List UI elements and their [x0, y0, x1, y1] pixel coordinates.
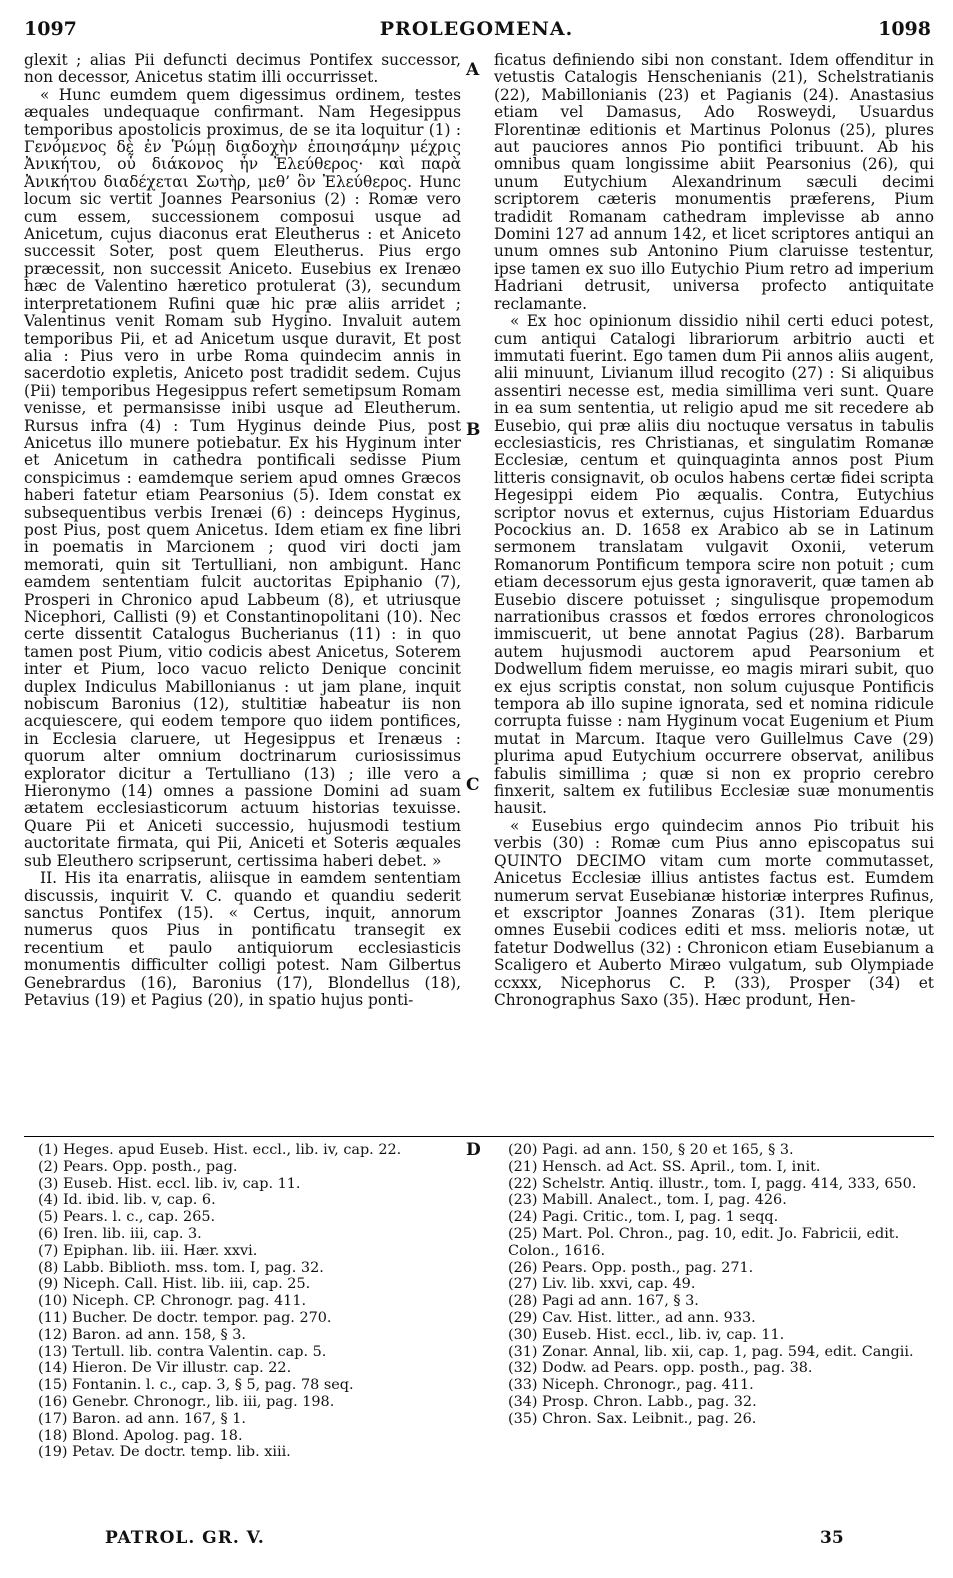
- margin-marker-a: A: [466, 60, 480, 80]
- footnote: (18) Blond. Apolog. pag. 18.: [38, 1427, 243, 1444]
- footnote: (11) Bucher. De doctr. tempor. pag. 270.: [38, 1309, 332, 1326]
- footnote: (25) Mart. Pol. Chron., pag. 10, edit. Jo. Fabricii, edit. Colon., 1616.: [508, 1225, 900, 1259]
- footnotes-left: [24, 1142, 461, 1461]
- footnote: (12) Baron. ad ann. 158, § 3.: [38, 1326, 246, 1343]
- footnote: (35) Chron. Sax. Leibnit., pag. 26.: [508, 1410, 757, 1427]
- paragraph: « Ex hoc opinionum dissidio nihil certi educi potest, cum antiqui Catalogi librariorum arbitrio aucti et immutati fuerint. Ego tamen dum Pii annos aliis augent, alii minuunt, Livianum illud recogito (27) : Si aliquibus assentiri necesse est, media simillima veri sunt. Quare in ea sum sententia, ut religio apud me sit recedere ab Eusebio, qui præ aliis diu noctuque versatus in tabulis ecclesiasticis, res Christianas, et singulatim Romanæ Ecclesiæ, centum et quinquaginta annos post Pium litteris consignavit, ob oculos habens certæ fidei scripta Hegesippi eidem Pio æqualis. Contra, Eutychius scriptor novus et externus, cujus Historiam Eduardus Pocockius an. D. 1658 ex Arabico ab se in Latinum sermonem translatam vulgavit Oxonii, veterum Romanorum Pontificum tempora scire non potuit ; cum etiam decessorum ejus gesta ignoraverit, quæ tamen ab Eusebio discere potuisset ; singulisque propemodum narrationibus crassos et fœdos errores chronologicos immiscuerit, ut bene annotat Pagius (28). Barbarum autem hujusmodi auctorem apud Pearsonium et Dodwellum fidem meruisse, eo magis mirari subit, quo ex ejus scriptis constat, non solum cujusque Pontificis tempora ab illo supine ignorata, sed et nomina ridicule corrupta fuisse : nam Hyginum vocat Eugenium et Pium mutat in Marcum. Itaque vero Guillelmus Cave (29) plurima apud Eutychium occurrere observat, anilibus fabulis simillima ; quæ si non ex proprio cerebro finxerit, saltem ex futilibus Ecclesiæ suæ monumentis hausit.: [494, 312, 934, 818]
- footnote: (5) Pears. l. c., cap. 265.: [38, 1209, 216, 1226]
- footnote: (3) Euseb. Hist. eccl. lib. iv, cap. 11.: [38, 1175, 301, 1192]
- footnote: (17) Baron. ad ann. 167, § 1.: [38, 1410, 246, 1427]
- footnote: (24) Pagi. Critic., tom. I, pag. 1 seqq.: [508, 1209, 779, 1226]
- footnote: (31) Zonar. Annal, lib. xii, cap. 1, pag. 594, edit. Cangii.: [508, 1343, 914, 1360]
- footnote: (1) Heges. apud Euseb. Hist. eccl., lib. iv, cap. 22.: [38, 1142, 402, 1158]
- footnote: (34) Prosp. Chron. Labb., pag. 32.: [508, 1393, 757, 1410]
- footnotes-right: [494, 1142, 934, 1428]
- footnote: (32) Dodw. ad Pears. opp. posth., pag. 38.: [508, 1360, 813, 1377]
- footnote: (7) Epiphan. lib. iii. Hær. xxvi.: [38, 1242, 258, 1259]
- paragraph: II. His ita enarratis, aliisque in eamdem sententiam discussis, inquirit V. C. quando et quandiu sederit sanctus Pontifex (15). « Certus, inquit, annorum numerus quos Pius in pontificatu transegit ex recentium et paulo antiquiorum ecclesiasticis monumentis difficulter colligi potest. Nam Gilbertus Genebrardus (16), Baronius (17), Blondellus (18), Petavius (19) et Pagius (20), in spatio hujus ponti-: [24, 869, 461, 1009]
- footnote: (14) Hieron. De Vir illustr. cap. 22.: [38, 1360, 292, 1377]
- footnote: (16) Genebr. Chronogr., lib. iii, pag. 198.: [38, 1393, 335, 1410]
- gathering-number: 35: [820, 1528, 844, 1548]
- paragraph: ficatus definiendo sibi non constant. Idem offenditur in vetustis Catalogis Henschenianis (21), Schelstratianis (22), Mabillonianis (23) et Pagianis (24). Anastasius etiam vel Damasus, Ado Rosweydi, Usuardus Florentinæ editionis et Martinus Polonus (25), plures aut pauciores annos Pio pontifici tribuunt. Ab his omnibus quam longissime abiit Pearsonius (26), qui unum Eutychium Alexandrinum sæculi decimi scriptorem cæteris monumentis præferens, Pium tradidit Romanam cathedram implevisse ab anno Domini 127 ad annum 142, et licet scriptores antiqui an unum omnes sub Antonino Pium claruisse testentur, ipse tamen ex suo illo Eutychio Pium retro ad imperium Hadriani detrusit, universa profecto antiquitate reclamante.: [494, 51, 934, 313]
- footnote: (8) Labb. Biblioth. mss. tom. I, pag. 32.: [38, 1259, 324, 1276]
- footnote: (22) Schelstr. Antiq. illustr., tom. I, pagg. 414, 333, 650.: [508, 1175, 917, 1192]
- footnote: (6) Iren. lib. iii, cap. 3.: [38, 1225, 202, 1242]
- footnote: (29) Cav. Hist. litter., ad ann. 933.: [508, 1309, 756, 1326]
- footnote: (26) Pears. Opp. posth., pag. 271.: [508, 1259, 754, 1276]
- footnote: (23) Mabill. Analect., tom. I, pag. 426.: [508, 1192, 787, 1209]
- footnote: (27) Liv. lib. xxvi, cap. 49.: [508, 1276, 696, 1293]
- margin-marker-d: D: [466, 1140, 481, 1160]
- paragraph: « Eusebius ergo quindecim annos Pio tribuit his verbis (30) : Romæ cum Pius anno episcopatus sui QUINTO DECIMO vitam cum morte commutasset, Anicetus Ecclesiæ illius antistes factus est. Eumdem numerum servat Eusebianæ historiæ interpres Rufinus, et exscriptor Joannes Zonaras (31). Item plerique omnes Eusebii codices editi et mss. melioris notæ, ut fatetur Dodwellus (32) : Chronicon etiam Eusebianum a Scaligero et Auberto Miræo vulgatum, sub Olympiade ccxxx, Nicephorus C. P. (33), Prosper (34) et Chronographus Saxo (35). Hæc produnt, Hen-: [494, 816, 934, 1009]
- running-title: PROLEGOMENA.: [379, 18, 574, 40]
- footnote: (33) Niceph. Chronogr., pag. 411.: [508, 1377, 754, 1394]
- paragraph: glexit ; alias Pii defuncti decimus Pontifex successor, non decessor, Anicetus statim illi occurrisset.: [24, 51, 461, 87]
- footnote: (13) Tertull. lib. contra Valentin. cap. 5.: [38, 1343, 327, 1360]
- footnote: (28) Pagi ad ann. 167, § 3.: [508, 1293, 699, 1310]
- footnote-divider: [24, 1136, 934, 1137]
- footnote: (9) Niceph. Call. Hist. lib. iii, cap. 25.: [38, 1276, 311, 1293]
- paragraph: « Hunc eumdem quem digessimus ordinem, testes æquales undequaque confirmant. Nam Hegesippus temporibus apostolicis proximus, de se ita loquitur (1) : Γενόμενος δὲ ἐν Ῥώμῃ διαδοχὴν ἐποιησάμην μέχρις Ἀνικήτου, οὗ διάκονος ἦν Ἐλεύθερος· καὶ παρὰ Ἀνικήτου διαδέχεται Σωτὴρ, μεθ’ ὃν Ἐλεύθερος. Hunc locum sic vertit Joannes Pearsonius (2) : Romæ vero cum essem, successionem composui usque ad Anicetum, cujus diaconus erat Eleutherus : et Aniceto successit Soter, post quem Eleutherus. Pius ergo præcessit, non successit Aniceto. Eusebius ex Irenæo hæc de Valentino hæretico protulerat (3), secundum interpretationem Rufini quæ hic præ aliis arridet ; Valentinus venit Romam sub Hygino. Invaluit autem temporibus Pii, et ad Anicetum usque duravit, Et post alia : Pius vero in urbe Roma quindecim annis in sacerdotio expletis, Aniceto post tradidit sedem. Cujus (Pii) temporibus Hegesippus refert semetipsum Romam venisse, et permansisse inibi usque ad Eleutherum. Rursus infra (4) : Tum Hyginus deinde Pius, post Anicetus illo munere potiebatur. Ex his Hyginum inter et Anicetum in cathedra pontificali sedisse Pium conspicimus : eamdemque seriem apud omnes Græcos haberi fatetur etiam Pearsonius (5). Idem constat ex subsequentibus verbis Irenæi (6) : deinceps Hyginus, post Pius, post quem Anicetus. Idem etiam ex fine libri in poematis in Marcionem ; quod viri docti jam memorati, quin sit Tertulliani, non ambigunt. Hanc eamdem sententiam fulcit auctoritas Epiphanio (7), Prosperi in Chronico apud Labbeum (8), et utriusque Nicephori, Callisti (9) et Constantinopolitani (10). Nec certe dissentit Catalogus Bucherianus (11) : in quo tamen post Pium, vitio codicis abest Anicetus, Soterem inter et Pium, loco vacuo relicto Denique concinit duplex Indiculus Mabillonianus : ut jam plane, inquit nobiscum Baronius (12), stultitiæ habeatur iis non acquiescere, qui eodem tempore quo iidem pontifices, in Ecclesia claruere, ut Hegesippus et Irenæus : quorum alter omnium doctrinarum curiosissimus explorator dicitur a Tertulliano (13) ; ille vero a Hieronymo (14) omnes a passione Domini ad suam ætatem ecclesiasticorum actuum historias texuisse. Quare Pii et Aniceti successio, hujusmodi testium auctoritate firmata, qui Pii, Aniceti et Soteris æquales sub Eleuthero scripserunt, certissima haberi debet. »: [24, 85, 461, 870]
- margin-marker-c: C: [466, 775, 480, 795]
- footnote: (21) Hensch. ad Act. SS. April., tom. I, init.: [508, 1158, 821, 1175]
- series-signature: PATROL. GR. V.: [105, 1528, 265, 1548]
- footnote: (2) Pears. Opp. posth., pag.: [38, 1158, 238, 1175]
- footnote: (19) Petav. De doctr. temp. lib. xiii.: [38, 1444, 291, 1461]
- right-column: [494, 52, 934, 1009]
- footnote: (10) Niceph. CP. Chronogr. pag. 411.: [38, 1293, 307, 1310]
- footnote: (4) Id. ibid. lib. v, cap. 6.: [38, 1192, 216, 1209]
- footnote: (15) Fontanin. l. c., cap. 3, § 5, pag. 78 seq.: [38, 1377, 354, 1394]
- column-number-right: 1098: [878, 18, 931, 40]
- page-header: [0, 18, 953, 46]
- footnote: (20) Pagi. ad ann. 150, § 20 et 165, § 3.: [508, 1142, 794, 1158]
- column-number-left: 1097: [24, 18, 77, 40]
- left-column: [24, 52, 461, 1009]
- margin-marker-b: B: [466, 420, 481, 440]
- footnote: (30) Euseb. Hist. eccl., lib. iv, cap. 11.: [508, 1326, 785, 1343]
